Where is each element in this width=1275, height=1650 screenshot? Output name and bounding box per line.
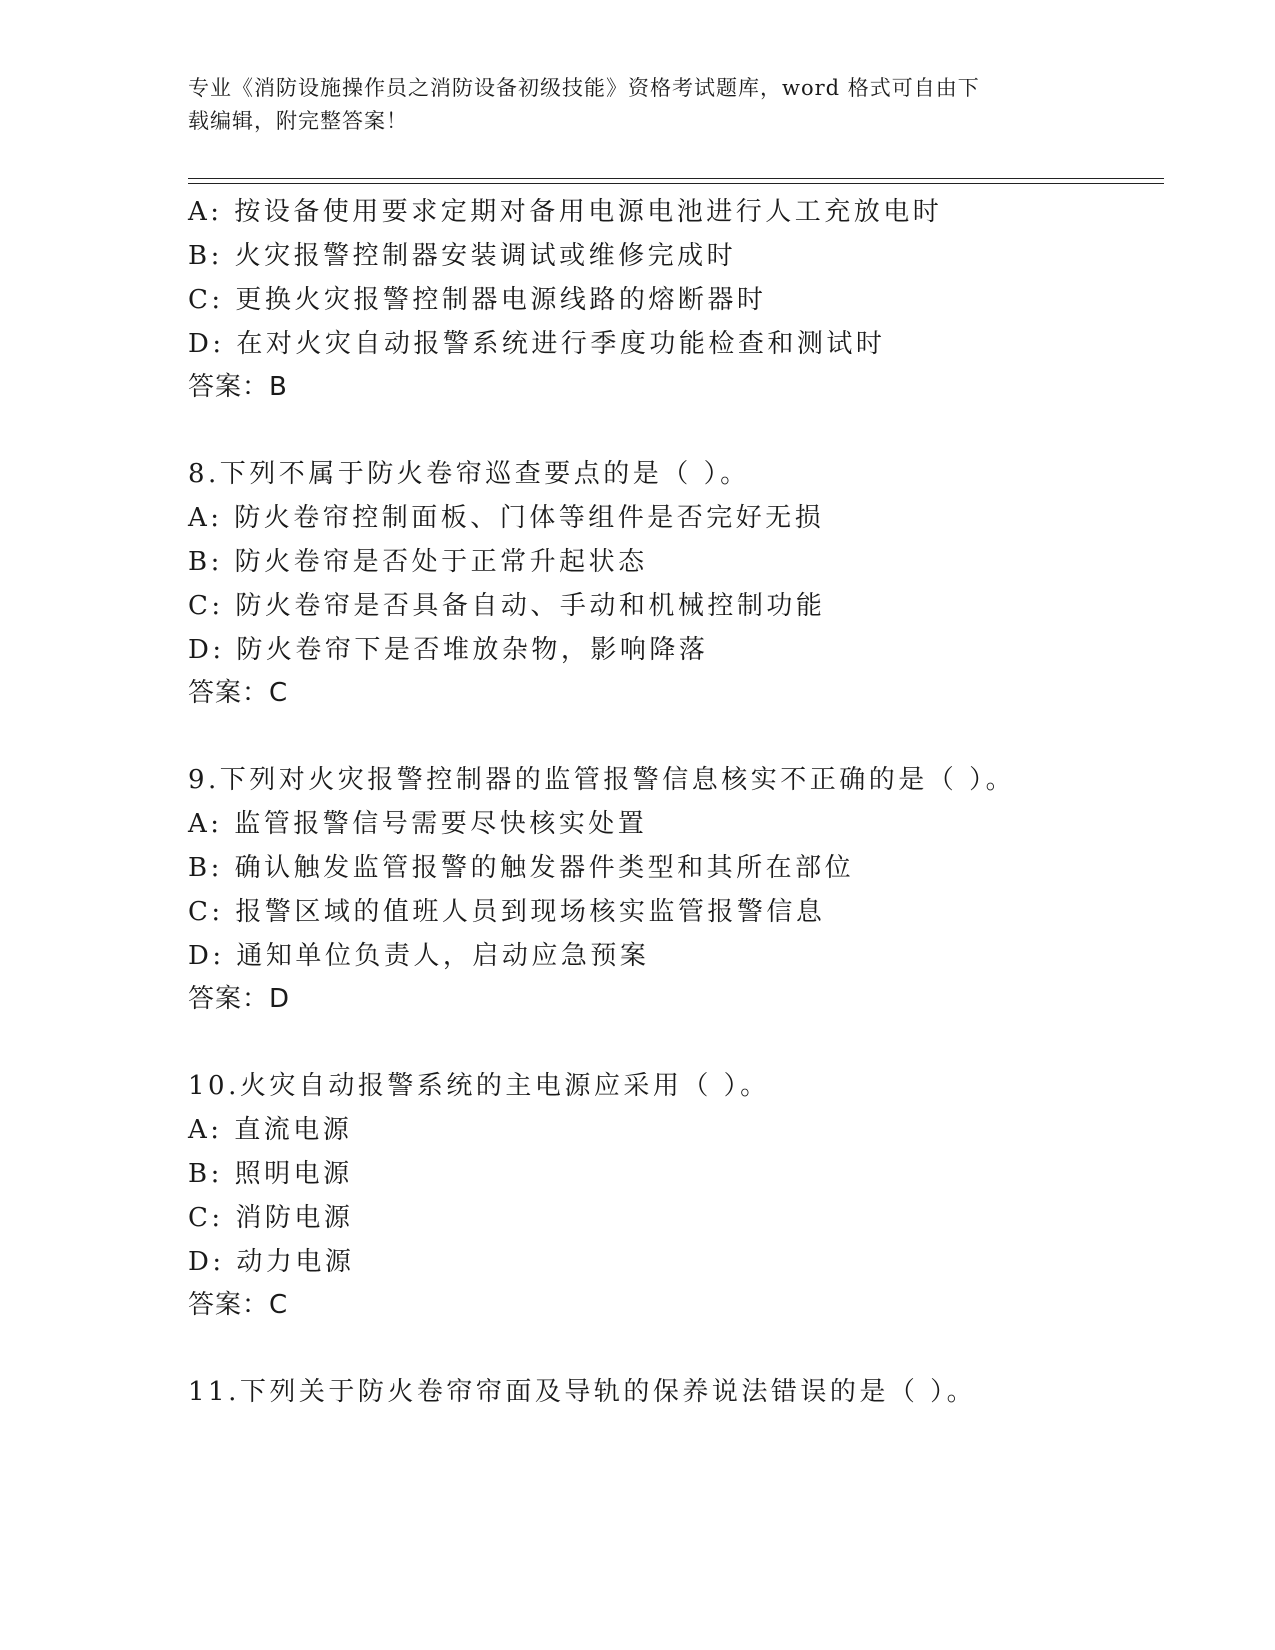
q10-option-a: A: 直流电源 — [188, 1115, 353, 1145]
q8-option-a: A: 防火卷帘控制面板、门体等组件是否完好无损 — [188, 503, 825, 533]
header-line-1: 专业《消防设施操作员之消防设备初级技能》资格考试题库，word 格式可自由下 — [188, 76, 980, 100]
q7-option-d: D: 在对火灾自动报警系统进行季度功能检查和测试时 — [188, 329, 886, 359]
header-line-2: 载编辑，附完整答案！ — [188, 109, 408, 133]
q10-option-d: D: 动力电源 — [188, 1247, 355, 1277]
q9-question: 9.下列对火灾报警控制器的监管报警信息核实不正确的是（ ）。 — [188, 765, 1016, 795]
q9-option-c: C: 报警区域的值班人员到现场核实监管报警信息 — [188, 897, 826, 927]
header-divider-top — [188, 178, 1164, 179]
q9-option-d: D: 通知单位负责人，启动应急预案 — [188, 941, 650, 971]
q8-answer: 答案：C — [188, 678, 289, 708]
q9-option-a: A: 监管报警信号需要尽快核实处置 — [188, 809, 648, 839]
q10-answer: 答案：C — [188, 1290, 289, 1320]
q10-option-b: B: 照明电源 — [188, 1159, 353, 1189]
q8-option-c: C: 防火卷帘是否具备自动、手动和机械控制功能 — [188, 591, 826, 621]
document-header — [188, 72, 1068, 138]
q11-question: 11.下列关于防火卷帘帘面及导轨的保养说法错误的是（ ）。 — [188, 1377, 977, 1407]
q7-answer: 答案：B — [188, 372, 288, 402]
q7-option-b: B: 火灾报警控制器安装调试或维修完成时 — [188, 241, 737, 271]
header-divider-bottom — [188, 183, 1164, 184]
q8-question: 8.下列不属于防火卷帘巡查要点的是（ ）。 — [188, 459, 750, 489]
q8-option-b: B: 防火卷帘是否处于正常升起状态 — [188, 547, 648, 577]
q9-option-b: B: 确认触发监管报警的触发器件类型和其所在部位 — [188, 853, 855, 883]
q7-option-a: A: 按设备使用要求定期对备用电源电池进行人工充放电时 — [188, 197, 943, 227]
q9-answer: 答案：D — [188, 984, 291, 1014]
q10-question: 10.火灾自动报警系统的主电源应采用（ ）。 — [188, 1071, 770, 1101]
q10-option-c: C: 消防电源 — [188, 1203, 354, 1233]
q7-option-c: C: 更换火灾报警控制器电源线路的熔断器时 — [188, 285, 767, 315]
q8-option-d: D: 防火卷帘下是否堆放杂物，影响降落 — [188, 635, 709, 665]
